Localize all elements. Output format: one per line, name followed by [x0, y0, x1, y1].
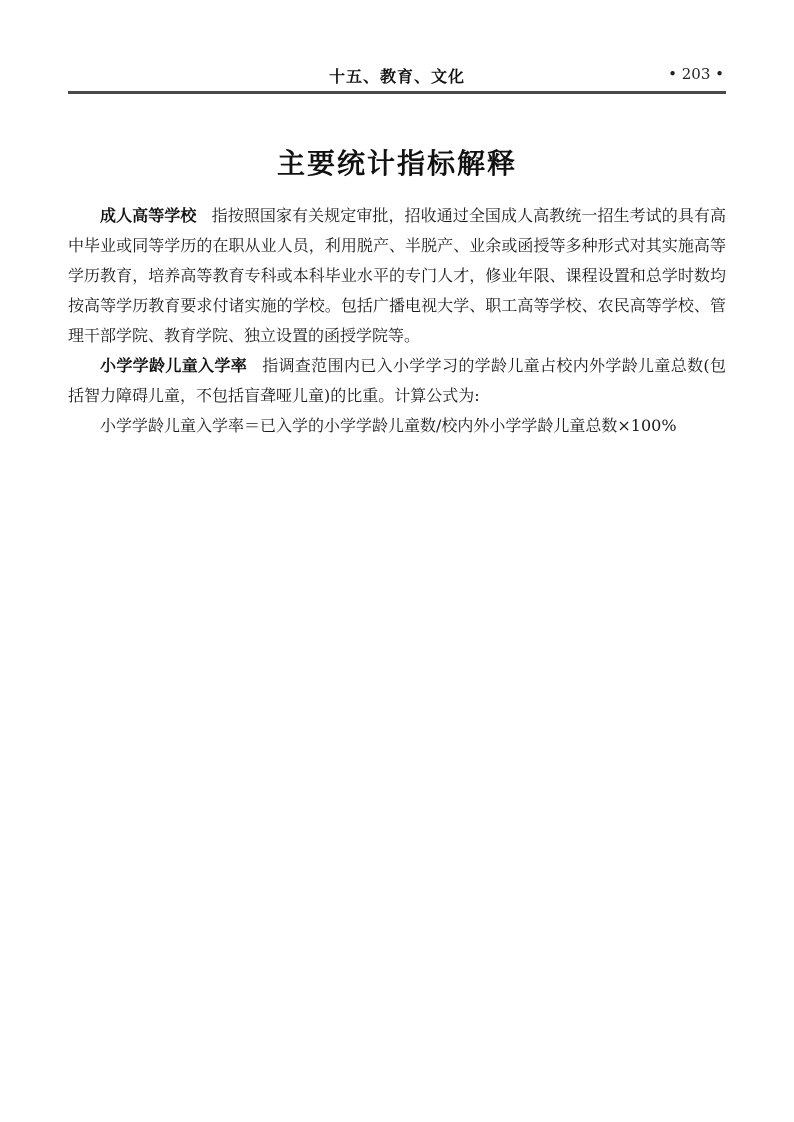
definition-adult-higher-education: 指按照国家有关规定审批，招收通过全国成人高教统一招生考试的具有高中毕业或同等学历的在职从业人员，利用脱产、半脱产、业余或函授等多种形式对其实施高等学历教育，培养高等教育专科或本科毕业水平的专门人才，修业年限、课程设置和总学时数均按高等学历教育要求付诸实施的学校。包括广播电视大学、职工高等学校、农民高等学校、管理干部学院、教育学院、独立设置的函授学院等。	[68, 206, 726, 345]
entry-adult-higher-education	[68, 201, 726, 351]
term-primary-enrollment-rate: 小学学龄儿童入学率	[100, 356, 248, 375]
section-title: 十五、教育、文化	[328, 67, 465, 86]
definition-primary-enrollment-rate: 指调查范围内已入小学学习的学龄儿童占校内外学龄儿童总数(包括智力障碍儿童，不包括盲聋哑儿童)的比重。计算公式为:	[68, 356, 726, 405]
term-adult-higher-education: 成人高等学校	[100, 206, 197, 225]
formula-primary-enrollment-rate: 小学学龄儿童入学率＝已入学的小学学龄儿童数/校内外小学学龄儿童总数×100%	[100, 416, 677, 435]
body-text	[68, 201, 726, 441]
document-title: 主要统计指标解释	[276, 147, 517, 180]
page-number: • 203 •	[668, 65, 724, 83]
header-rule	[68, 91, 726, 94]
entry-primary-enrollment-rate	[68, 351, 726, 411]
page-header	[68, 64, 726, 86]
